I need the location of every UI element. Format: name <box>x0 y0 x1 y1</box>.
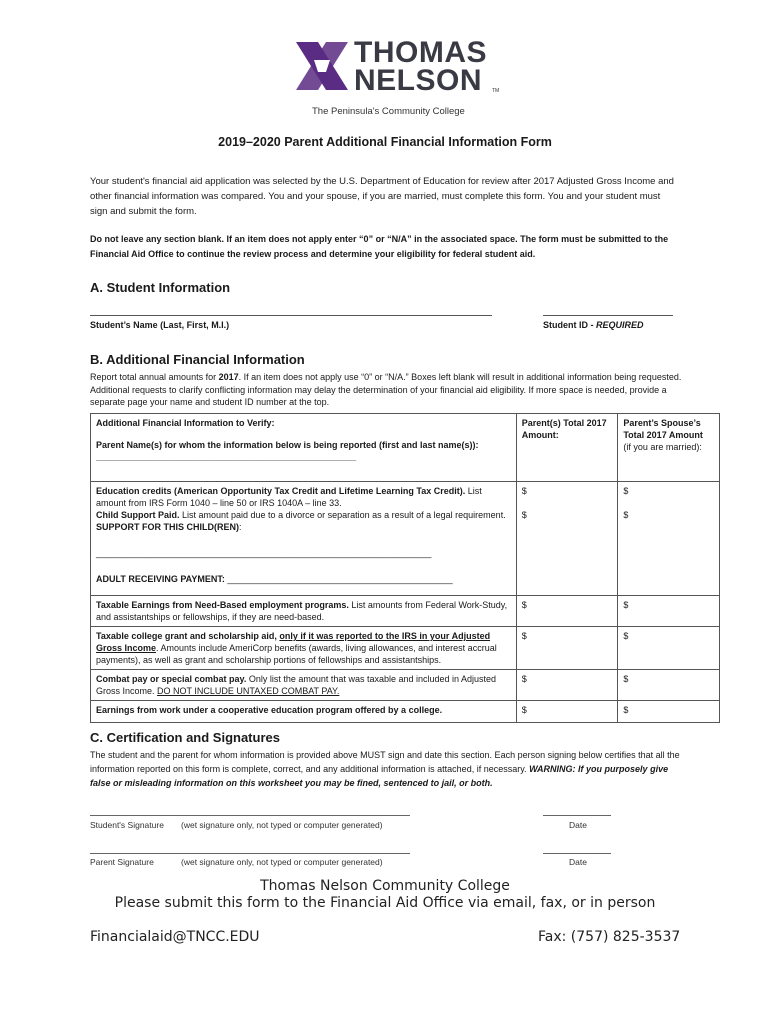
certification-text: The student and the parent for whom information is provided above MUST sign and date this section. Each person signing below certifies that all the information reported on this form is complete, correct, and any additional information is attached, if necessary. WARNING: If you purposely give false or misleading information on this worksheet you may be fined, sentenced to jail, or both. <box>90 750 680 788</box>
college-logo <box>296 38 506 118</box>
logo-tagline: The Peninsula's Community College <box>312 106 465 117</box>
header-cell-info: Additional Financial Information to Verify: Parent Name(s) for whom the information below is being reported (first and last name(s)): ____________________________________________________ <box>91 414 517 482</box>
parent-amount-child-support[interactable]: $ <box>521 510 527 520</box>
footer-email[interactable]: Financialaid@TNCC.EDU <box>90 929 260 945</box>
footer-college-name: Thomas Nelson Community College <box>260 878 510 894</box>
footer-instruction: Please submit this form to the Financial Aid Office via email, fax, or in person <box>114 895 656 911</box>
spouse-amount-coop[interactable]: $ <box>618 701 720 723</box>
footer-fax: Fax: (757) 825-3537 <box>538 929 681 945</box>
logo-mark-icon <box>296 42 348 90</box>
section-b-intro: Report total annual amounts for 2017. If an item does not apply use “0” or “N/A.” Boxes left blank will result in additional information being requested. Additional requests to clarify conflicting information may delay the determination of your financial aid eligibility. If more space is needed, provide a separate page your name and student ID number at the top. <box>90 372 682 407</box>
table-row-need-based: Taxable Earnings from Need-Based employment programs. List amounts from Federal Work-Study, and assistantships or fellowships, if they are need-based. $ $ <box>91 596 720 627</box>
spouse-amount-need-based[interactable]: $ <box>618 596 720 627</box>
header-cell-spouse-amount: Parent’s Spouse’s Total 2017 Amount (if you are married): <box>618 414 720 482</box>
student-id-label: Student ID - REQUIRED <box>543 320 644 330</box>
parent-amount-grant[interactable]: $ <box>516 627 618 670</box>
parent-amount-combat[interactable]: $ <box>516 670 618 701</box>
student-name-line[interactable] <box>90 315 492 316</box>
student-id-required: REQUIRED <box>596 320 644 330</box>
parent-amount-education[interactable]: $ $ <box>516 482 618 596</box>
student-name-label: Student’s Name (Last, First, M.I.) <box>90 320 230 330</box>
student-signature-label: Student's Signature <box>90 820 164 830</box>
warning-text: Do not leave any section blank. If an item does not apply enter “0” or “N/A” in the associated space. The form must be submitted to the Financial Aid Office to continue the review process and determine your eligibility for federal student aid. <box>90 234 669 259</box>
parent-signature-label: Parent Signature <box>90 857 154 867</box>
parent-date-label: Date <box>569 857 587 867</box>
adult-receiving-payment[interactable]: ADULT RECEIVING PAYMENT: _____________________________________________ <box>96 574 453 584</box>
spouse-amount-child-support[interactable]: $ <box>623 510 629 520</box>
child-support-line[interactable]: ___________________________________________________________________ <box>96 548 432 558</box>
section-a-heading: A. Student Information <box>90 280 231 295</box>
spouse-amount-education[interactable]: $ $ <box>618 482 720 596</box>
form-title: 2019–2020 Parent Additional Financial Information Form <box>218 135 552 149</box>
spouse-amount-combat[interactable]: $ <box>618 670 720 701</box>
student-signature-line[interactable] <box>90 815 410 816</box>
table-row-education-child-support <box>91 482 720 596</box>
header-cell-parent-amount: Parent(s) Total 2017 Amount: <box>516 414 618 482</box>
section-b-heading: B. Additional Financial Information <box>90 352 305 367</box>
table-row-combat-pay: Combat pay or special combat pay. Only list the amount that was taxable and included in Adjusted Gross Income. DO NOT INCLUDE UNTAXED COMBAT PAY. $ $ <box>91 670 720 701</box>
parent-amount-coop[interactable]: $ <box>516 701 618 723</box>
student-date-line[interactable] <box>543 815 611 816</box>
financial-info-table <box>90 413 720 723</box>
parent-names-field[interactable]: Parent Name(s) for whom the information below is being reported (first and last name(s)): ____________________________________________________ <box>96 440 479 462</box>
table-header-row <box>91 414 720 482</box>
student-date-label: Date <box>569 820 587 830</box>
certification-warning: WARNING: If you purposely give false or misleading information on this worksheet you may be fined, sentenced to jail, or both. <box>90 764 669 788</box>
logo-line1: THOMAS <box>354 36 487 69</box>
parent-signature-note: (wet signature only, not typed or computer generated) <box>181 857 383 867</box>
logo-line2: NELSON <box>354 64 483 97</box>
student-signature-note: (wet signature only, not typed or computer generated) <box>181 820 383 830</box>
parent-signature-line[interactable] <box>90 853 410 854</box>
spouse-amount-grant[interactable]: $ <box>618 627 720 670</box>
table-row-coop-education: Earnings from work under a cooperative education program offered by a college. $ $ <box>91 701 720 723</box>
student-id-line[interactable] <box>543 315 673 316</box>
intro-text: Your student's financial aid application was selected by the U.S. Department of Education for review after 2017 Adjusted Gross Income and other financial information was compared. You and your spouse, if you are married, must complete this form. You and your student must sign and submit the form. <box>90 176 674 217</box>
parent-date-line[interactable] <box>543 853 611 854</box>
table-row-grant-scholarship: Taxable college grant and scholarship aid, only if it was reported to the IRS in your Adjusted Gross Income. Amounts include AmeriCorp benefits (awards, living allowances, and interest accrual payments), as well as grant and scholarship portions of fellowships and assistantships. $ $ <box>91 627 720 670</box>
parent-amount-need-based[interactable]: $ <box>516 596 618 627</box>
section-c-heading: C. Certification and Signatures <box>90 730 280 745</box>
cell-education-child-support: Education credits (American Opportunity Tax Credit and Lifetime Learning Tax Credit). List amount from IRS Form 1040 – line 50 or IRS 1040A – line 33. Child Support Paid. List amount paid due to a divorce or separation as a result of a legal requirement. SUPPORT FOR THIS CHILD(REN): ___________________________________________________________________ ADULT RECEIVING PAYMENT: _____________________________________________ <box>91 482 517 596</box>
trademark-mark: TM <box>492 88 500 94</box>
